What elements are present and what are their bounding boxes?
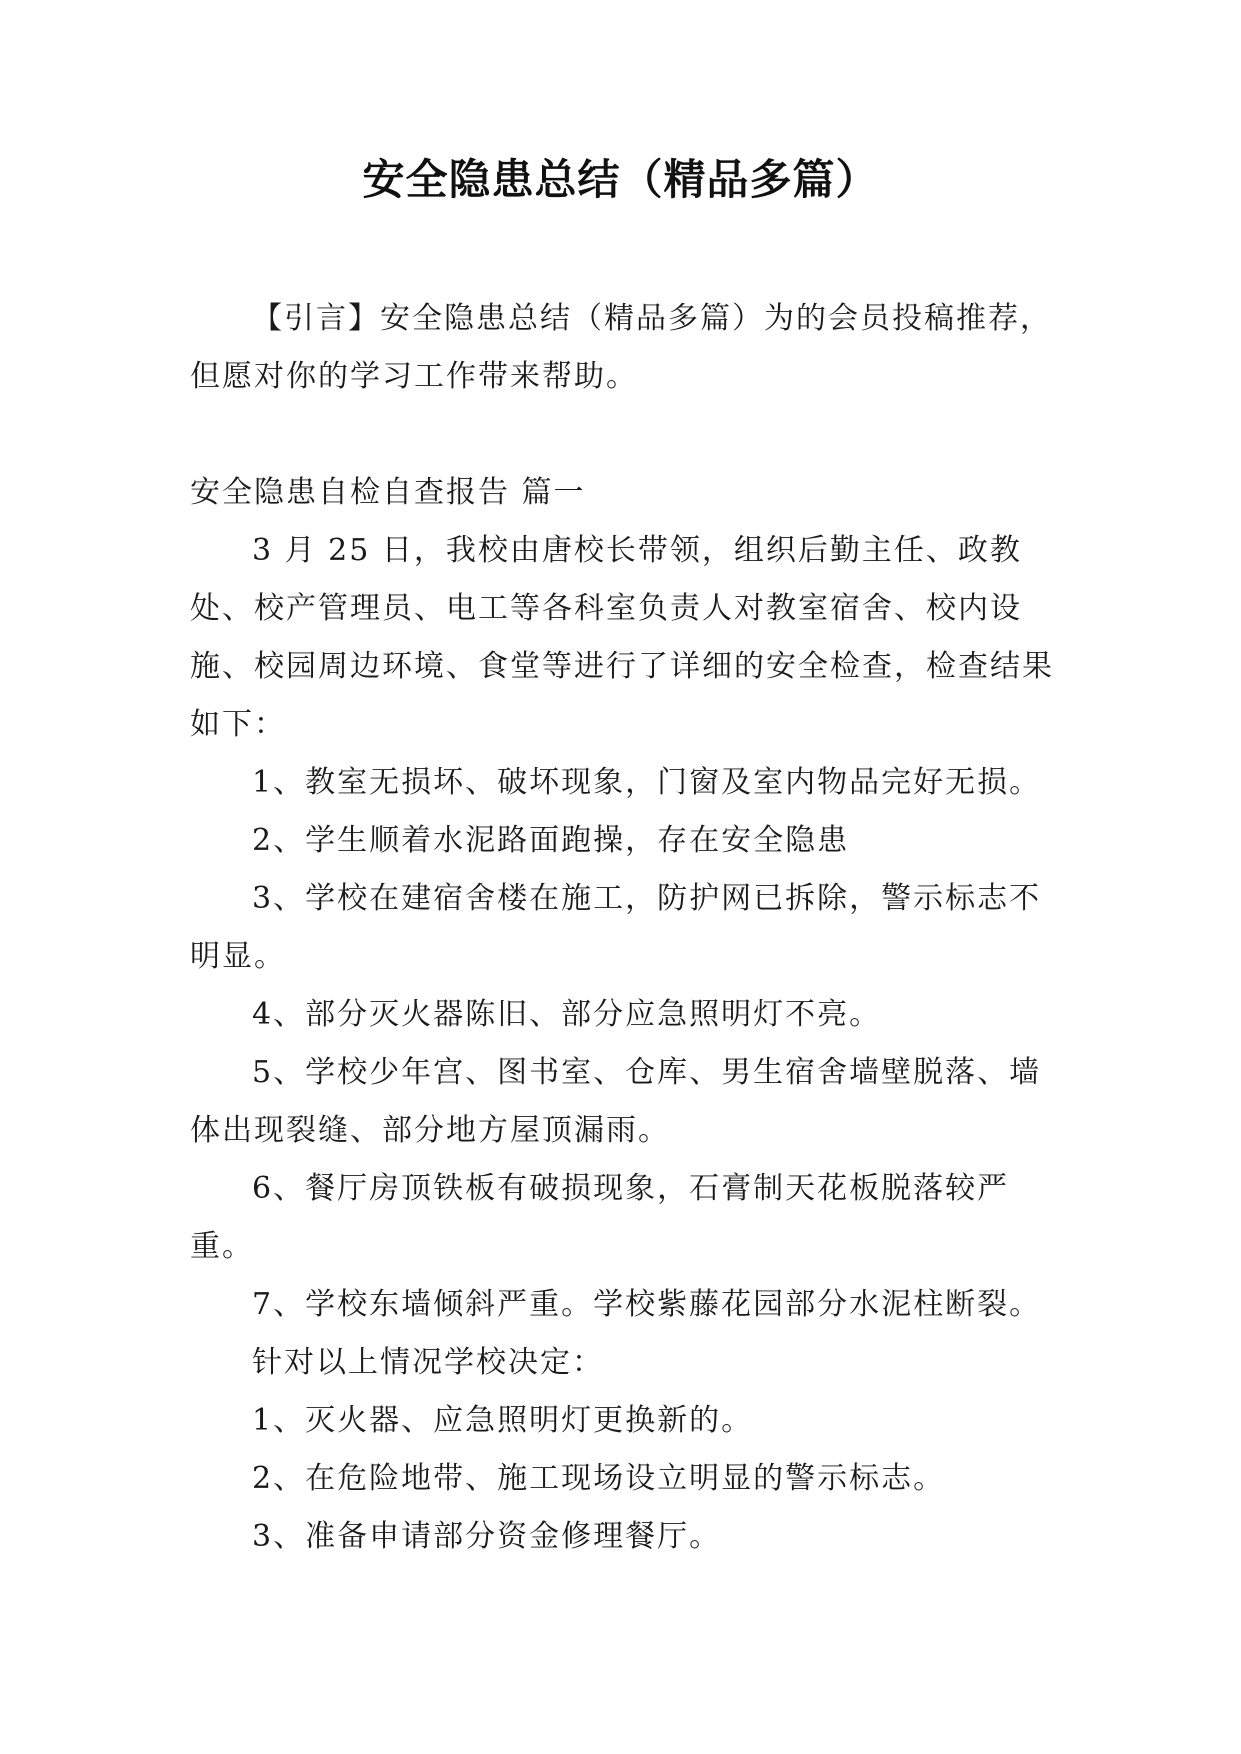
finding-item-7: 7、学校东墙倾斜严重。学校紫藤花园部分水泥柱断裂。 xyxy=(252,1287,1042,1322)
section-heading: 安全隐患自检自查报告 篇一 xyxy=(190,475,586,510)
inspection-paragraph: 3 月 25 日，我校由唐校长带领，组织后勤主任、政教处、校产管理员、电工等各科室负责人对教室宿舍、校内设施、校园周边环境、食堂等进行了详细的安全检查，检查结果如下： xyxy=(190,533,1054,742)
intro-paragraph: 【引言】安全隐患总结（精品多篇）为的会员投稿推荐，但愿对你的学习工作带来帮助。 xyxy=(190,301,1052,394)
finding-item-6: 6、餐厅房顶铁板有破损现象，石膏制天花板脱落较严重。 xyxy=(190,1171,1010,1264)
finding-item-1: 1、教室无损坏、破坏现象，门窗及室内物品完好无损。 xyxy=(252,765,1042,800)
finding-item-3: 3、学校在建宿舍楼在施工，防护网已拆除，警示标志不明显。 xyxy=(190,881,1042,974)
decision-intro: 针对以上情况学校决定： xyxy=(252,1345,604,1380)
finding-item-4: 4、部分灭火器陈旧、部分应急照明灯不亮。 xyxy=(252,997,882,1032)
finding-item-2: 2、学生顺着水泥路面跑操，存在安全隐患 xyxy=(252,823,850,858)
document-content xyxy=(190,290,1060,1566)
document-title: 安全隐患总结（精品多篇） xyxy=(362,155,879,204)
finding-item-5: 5、学校少年宫、图书室、仓库、男生宿舍墙壁脱落、墙体出现裂缝、部分地方屋顶漏雨。 xyxy=(190,1055,1042,1148)
decision-item-2: 2、在危险地带、施工现场设立明显的警示标志。 xyxy=(252,1461,946,1496)
decision-item-3: 3、准备申请部分资金修理餐厅。 xyxy=(252,1519,722,1554)
decision-item-1: 1、灭火器、应急照明灯更换新的。 xyxy=(252,1403,754,1438)
